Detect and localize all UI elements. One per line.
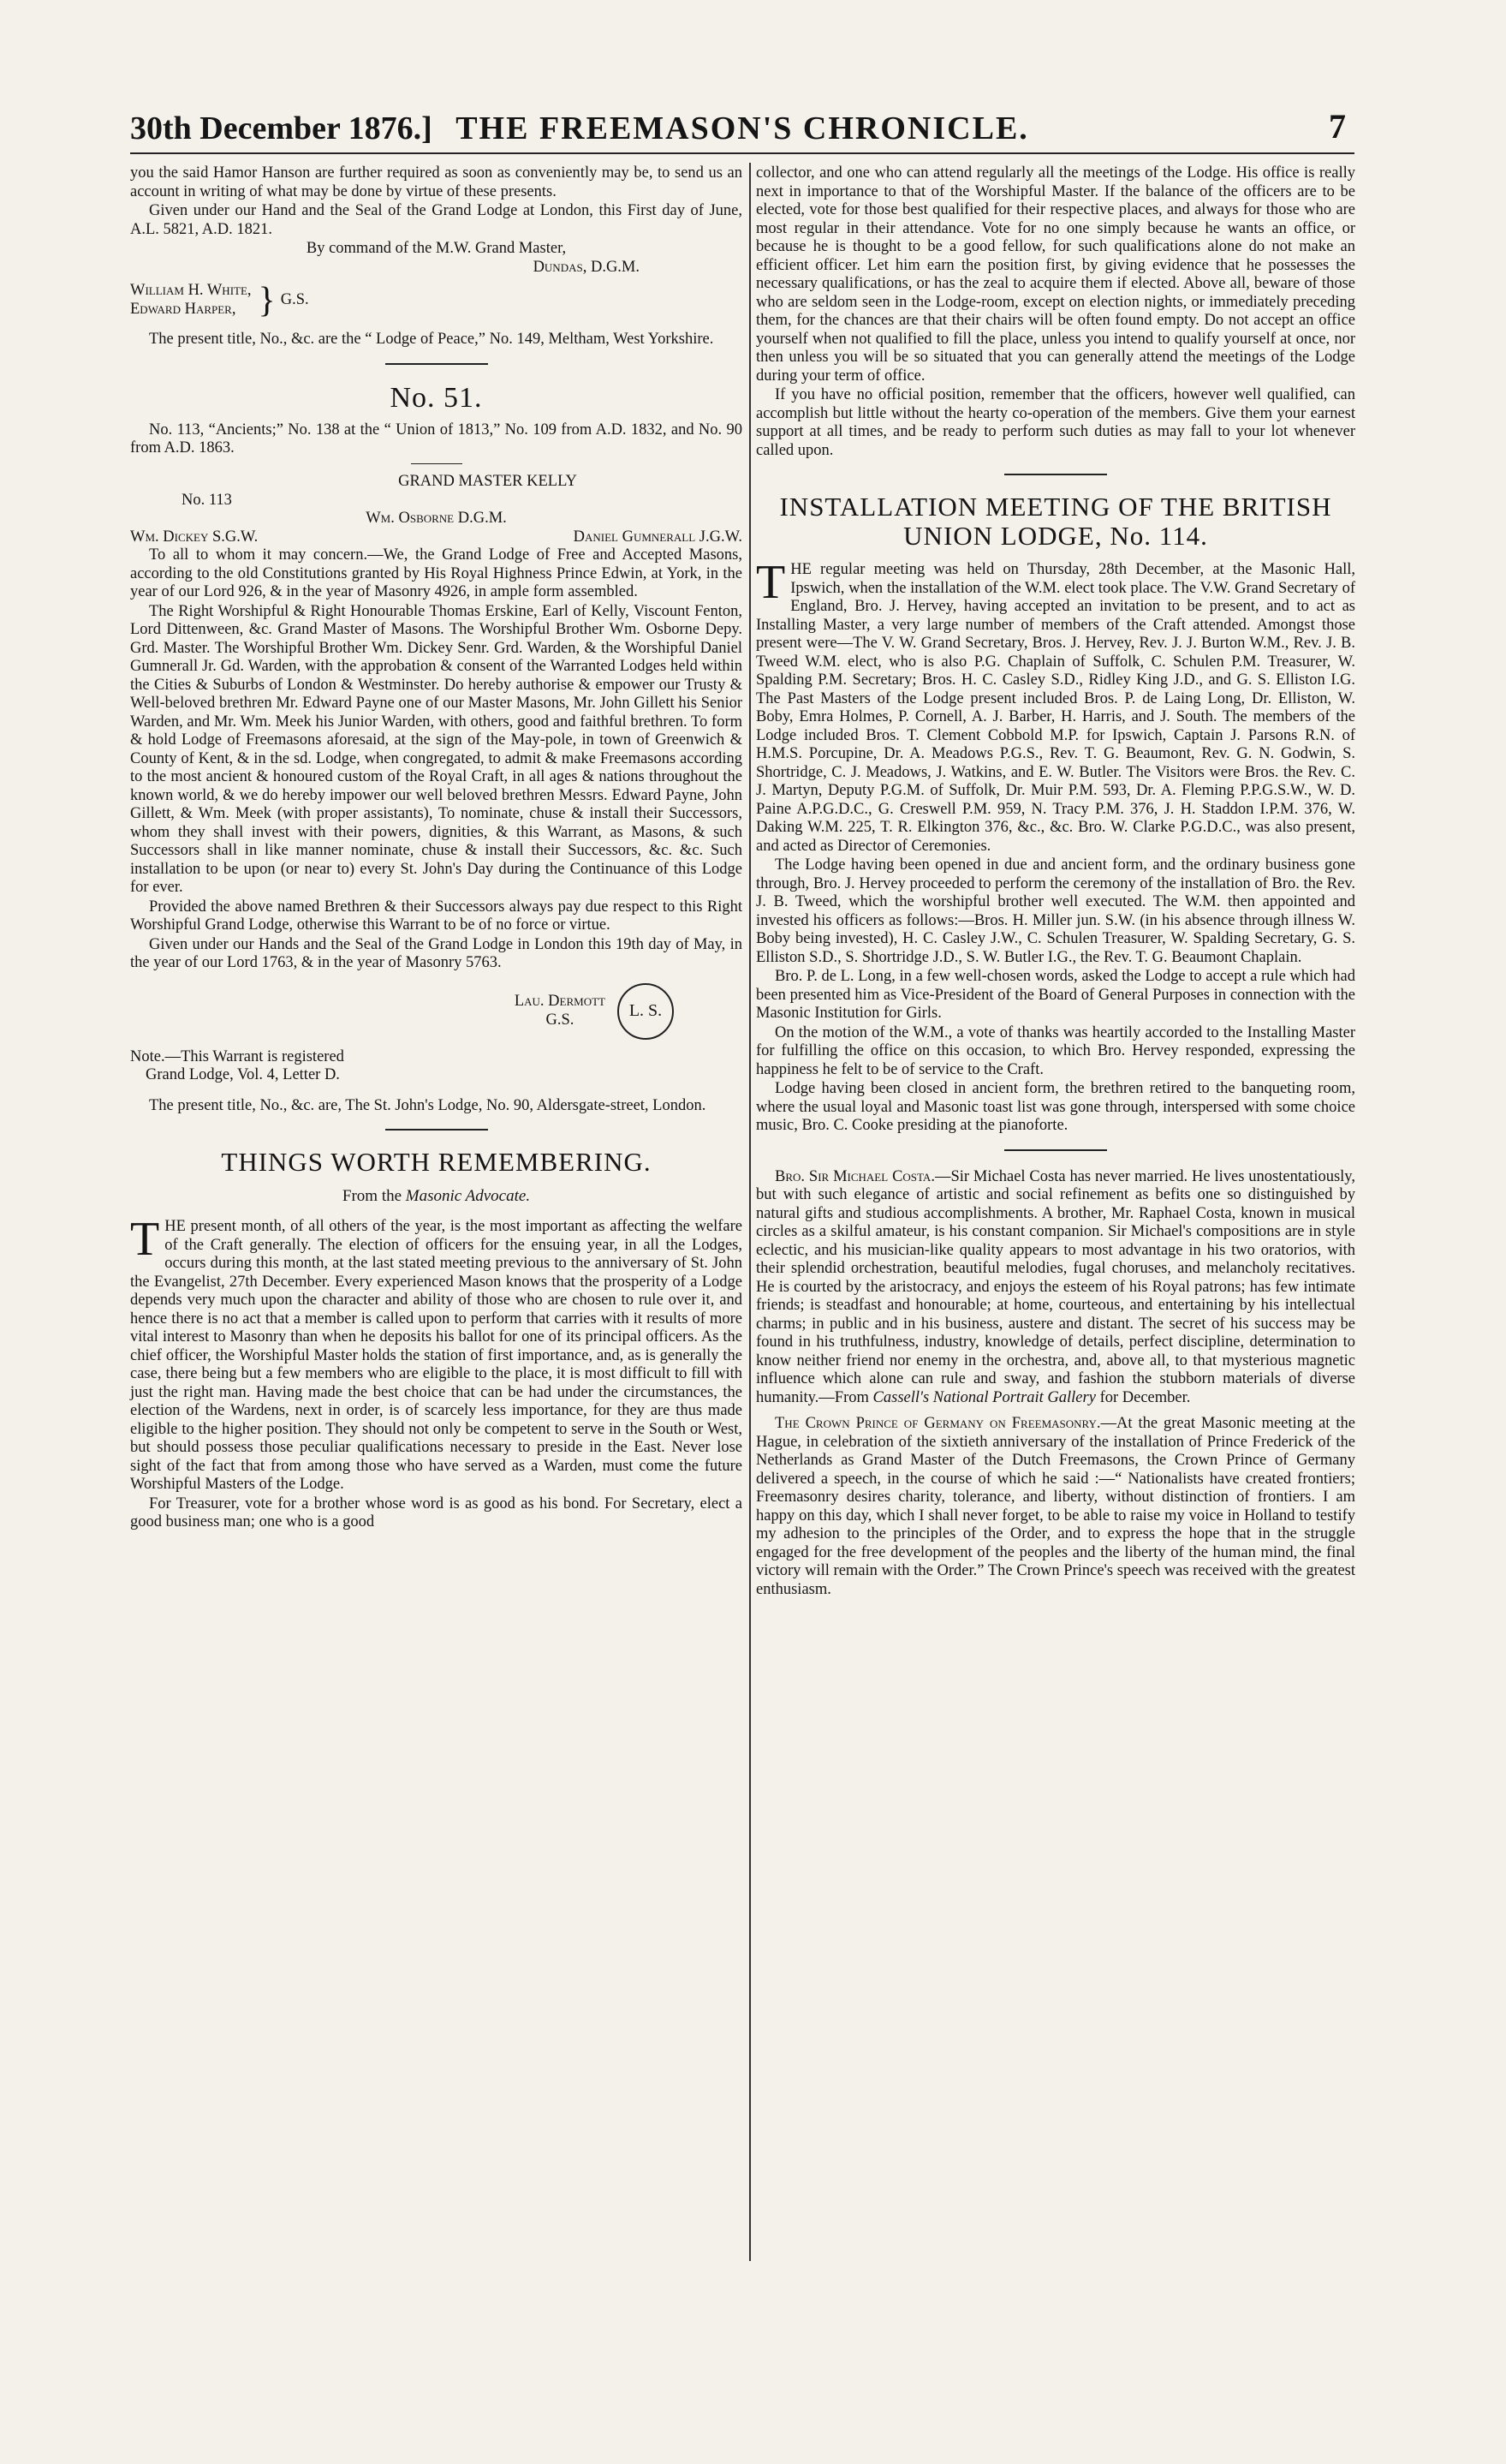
lodge-no113: No. 113: [182, 491, 232, 509]
senior-warden: Wm. Dickey S.G.W.: [130, 528, 259, 546]
warrant-given: Given under our Hands and the Seal of the Grand Lodge in London this 19th day of May, in the year of our Lord 1763, & in the year of Masonry 5763.: [130, 935, 742, 971]
installation-paragraph-3: Bro. P. de L. Long, in a few well-chosen words, asked the Lodge to accept a rule which had been presented him as Vice-President of the Board of General Purposes in connection with the Masonic Institution for Girls.: [756, 968, 1355, 1022]
crown-lead: The Crown Prince of Germany on Freemasonry.: [775, 1415, 1101, 1432]
grand-secretaries-signature: [130, 282, 742, 319]
things-worth-remembering-heading: THINGS WORTH REMEMBERING.: [221, 1147, 652, 1177]
right-column: [756, 164, 1355, 1600]
officers-continuation: collector, and one who can attend regularly all the meetings of the Lodge. His office is really next in importance to that of the Worshipful Master. If the balance of the officers are to be elected, vote for those best qualified for their respective places, and always for those who are most regular in their attendance. Vote for no one simply because he wants an office, or because he is thought to be a good fellow, for such qualifications alone do not make an efficient officer. Let him earn the position first, by giving evidence that he possesses the necessary qualifications, or has the zeal to acquire them if elected. Above all, beware of those who are seldom seen in the Lodge-room, except on election nights, or immediately preceding them, for the chances are that their chairs will be often found empty. Do not accept an office yourself when not qualified to fill the place, unless you intend to qualify yourself at once, nor then unless you will be so situated that you can generally attend the meetings of the Lodge during your term of office.: [756, 164, 1355, 385]
drop-cap: T: [756, 556, 786, 609]
given-under-hand: Given under our Hand and the Seal of the Grand Lodge at London, this First day of June, A.L. 5821, A.D. 1821.: [130, 202, 742, 238]
no51-subtitle: No. 113, “Ancients;” No. 138 at the “ Union of 1813,” No. 109 from A.D. 1832, and No. 90 from A.D. 1863.: [130, 421, 742, 456]
junior-warden: Daniel Gumnerall J.G.W.: [573, 528, 742, 546]
no51-heading: No. 51.: [390, 381, 483, 414]
by-command: By command of the M.W. Grand Master,: [306, 240, 567, 257]
gs-label: G.S.: [280, 290, 309, 308]
to-all-concern: To all to whom it may concern.—We, the Grand Lodge of Free and Accepted Masons, according to the old Constitutions granted by His Royal Highness Prince Edwin, at York, in the year of our Lord 926, & in the year of Masonry 4926, in ample form assembled.: [130, 546, 742, 600]
present-title-90: The present title, No., &c. are, The St. John's Lodge, No. 90, Aldersgate-street, London.: [149, 1096, 706, 1114]
drop-cap: T: [130, 1213, 160, 1266]
grand-master-kelly: GRAND MASTER KELLY: [398, 473, 577, 490]
things-paragraph-2: For Treasurer, vote for a brother whose word is as good as his bond. For Secretary, elect a good business man; one who is a good: [130, 1495, 742, 1530]
registry-volume: Grand Lodge, Vol. 4, Letter D.: [146, 1066, 340, 1083]
page-header: [130, 103, 1354, 154]
installation-paragraph-2: The Lodge having been opened in due and ancient form, and the ordinary business gone through, Bro. J. Hervey proceeded to perform the ceremony of the installation of Bro. the Rev. J. B. Tweed, which the worshipful brother well executed. The W.M. then appointed and invested his officers as follows:—Bros. H. Miller jun. S.W. (in his absence through illness W. Boby being invested), H. C. Casley J.W., C. Schulen Treasurer, W. Spalding Secretary, G. S. Elliston S.D., S. Shortridge J.D., S. W. Butler I.G., the Rev. T. G. Beaumont Chaplain.: [756, 856, 1355, 966]
costa-lead: Bro. Sir Michael Costa.: [775, 1167, 935, 1185]
installation-paragraph-1: THE regular meeting was held on Thursday, 28th December, at the Masonic Hall, Ipswich, when the installation of the W.M. elect took place. The V.W. Grand Secretary of England, Bro. J. Hervey, having accepted an invitation to be present, and to act as Installing Master, a very large number of members of the Craft attended. Amongst those present were—The V. W. Grand Secretary, Bros. J. Hervey, Rev. J. J. Burton W.M., Rev. J. B. Tweed W.M. elect, who is also P.G. Chaplain of Suffolk, C. Schulen P.M. Treasurer, W. Spalding P.M. Secretary; Bros. H. C. Casley S.D., Ridley King J.D., and G. S. Elliston I.G. The Past Masters of the Lodge present included Bros. P. de Laing Long, Dr. Elliston, W. Boby, Emra Holmes, P. Cornell, A. J. Barber, H. Harris, and J. South. The members of the Lodge included Bros. T. Clement Cobbold M.P. for Ipswich, Captain J. Parsons R.N. of H.M.S. Porcupine, Dr. A. Meadows P.G.S., Rev. T. G. Beaumont, Rev. G. N. Godwin, S. Shortridge, C. J. Meadows, J. Watkins, and E. W. Butler. The Visitors were Bros. the Rev. C. J. Martyn, Deputy P.G.M. of Suffolk, Dr. Muir P.M. 593, Dr. A. Fleming P.P.G.S.W., W. D. Paine A.P.G.D.C., G. Creswell P.M. 959, N. Tracy P.M. 376, J. H. Staddon I.P.M. 376, W. Daking W.M. 225, T. R. Elkington 376, &c., &c. Bro. W. Clarke P.G.D.C., was also present, and acted as Director of Ceremonies.: [756, 556, 1355, 855]
things-source: From the Masonic Advocate.: [342, 1187, 531, 1205]
issue-date: 30th December 1876.]: [130, 110, 432, 146]
present-title-149: The present title, No., &c. are the “ Lodge of Peace,” No. 149, Meltham, West Yorkshire.: [149, 331, 714, 348]
crown-prince-paragraph: The Crown Prince of Germany on Freemasonry.—At the great Masonic meeting at the Hague, in celebration of the sixtieth anniversary of the installation of Prince Frederick of the Netherlands as Grand Master of the Dutch Freemasons, the Crown Prince of Germany delivered a speech, in the course of which he said :—“ Nationalists have created frontiers; Freemasonry desires charity, tolerance, and liberty, without distinction of frontiers. I am happy on this day, which I shall never forget, to be able to raise my voice in Holland to testify my adhesion to the principles of the Order, and to express the hope that in the struggle engaged for the free development of the peoples and the liberty of the human mind, the final victory will remain with the Order.” The Crown Prince's speech was received with the greatest enthusiasm.: [756, 1415, 1355, 1598]
costa-paragraph: Bro. Sir Michael Costa.—Sir Michael Costa has never married. He lives unostentatiously, but with such elegance of artistic and social refinement as befits one so distinguished by natural gifts and studious accomplishments. A brother, Mr. Raphael Costa, known in musical circles as a skilful amateur, is his constant companion. Sir Michael's compositions are in style eclectic, and his musician-like quality appears to most advantage in his two oratorios, with their splendid orchestration, beautiful melodies, fugal choruses, and melancholy recitatives. He is courted by the aristocracy, and enjoys the esteem of his Royal patrons; has few intimate friends; is steadfast and honourable; at home, courteous, and entertaining by his intellectual charms; in public and in his business, austere and distant. The secret of his success may be found in his truthfulness, industry, knowledge of details, perfect discipline, determination to know neither friend nor enemy in the orchestra, and, above all, to that mysterious magnetic influence which alone can rule and sway, and fashion the stubborn materials of diverse humanity.—From Cassell's National Portrait Gallery for December.: [756, 1167, 1355, 1406]
registry-note: Note.—This Warrant is registered: [130, 1047, 344, 1065]
section-rule: [385, 363, 488, 365]
left-column: [130, 164, 742, 1533]
signatory-white: William H. White,: [130, 282, 252, 299]
warrant-continuation: you the said Hamor Hanson are further required as soon as conveniently may be, to send us an account in writing of what may be done by virtue of these presents.: [130, 164, 742, 200]
signatory-harper: Edward Harper,: [130, 300, 236, 318]
section-rule: [385, 1129, 488, 1131]
page-number: 7: [1329, 107, 1346, 146]
warrant-proviso: Provided the above named Brethren & their Successors always pay due respect to this Right Worshipful Grand Lodge, otherwise this Warrant to be of no force or virtue.: [130, 898, 742, 934]
deputy-grand-master: Wm. Osborne D.G.M.: [366, 510, 507, 527]
dermott-gs: G.S.: [545, 1011, 574, 1029]
things-paragraph-1: THE present month, of all others of the year, is the most important as affecting the welfare of the Craft generally. The election of officers for the ensuing year, in all the Lodges, occurs during this month, at the last stated meeting previous to the anniversary of St. John the Evangelist, 27th December. Every experienced Mason knows that the prosperity of a Lodge depends very much upon the character and ability of those who are chosen to rule over it, and hence there is no act that a member is called upon to perform that carries with it results of more vital interest to Masonry than when he deposits his ballot for one of its principal officers. As the chief officer, the Worshipful Master holds the station of first importance, and, as is generally the case, there being but a few members who are eligible to the place, it is most difficult to fill with just the right man. Having made the best choice that can be had under the circumstances, the election of the Wardens, next in order, is of scarcely less importance, for they are thus made eligible to the higher position. They should not only be competent to serve in the South or West, but should possess those peculiar qualifications necessary to preside in the East. Never lose sight of the fact that from among those who have served as a Warden, must come the future Worshipful Masters of the Lodge.: [130, 1213, 742, 1493]
source-name: Masonic Advocate.: [405, 1187, 531, 1205]
section-rule: [1004, 1149, 1107, 1151]
column-divider: [749, 163, 751, 2261]
dundas-signature: Dundas, D.G.M.: [533, 258, 640, 276]
costa-source: Cassell's National Portrait Gallery: [872, 1388, 1096, 1406]
installation-paragraph-4: On the motion of the W.M., a vote of thanks was heartily accorded to the Installing Master for fulfilling the office on this occasion, to which Bro. Hervey responded, expressing the happiness he felt to be of service to the Craft.: [756, 1023, 1355, 1078]
dermott-name: Lau. Dermott: [514, 993, 605, 1010]
seal-circle: L. S.: [617, 983, 674, 1040]
wardens-line: [130, 528, 742, 547]
installation-heading: INSTALLATION MEETING OF THE BRITISH UNION LODGE, No. 114.: [779, 492, 1332, 551]
section-rule: [1004, 474, 1107, 475]
official-position: If you have no official position, remember that the officers, however well qualified, can accomplish but little without the hearty co-operation of the members. Give them your earnest support at all times, and be ready to perform such duties as may fall to your lot whenever called upon.: [756, 386, 1355, 459]
installation-paragraph-5: Lodge having been closed in ancient form, the brethren retired to the banqueting room, where the usual loyal and Masonic toast list was gone through, interspersed with some choice music, Bro. C. Cooke presiding at the pianoforte.: [756, 1080, 1355, 1134]
brace-glyph: }: [258, 280, 276, 320]
warrant-body: The Right Worshipful & Right Honourable Thomas Erskine, Earl of Kelly, Viscount Fenton, Lord Dittenween, &c. Grand Master of Masons. The Worshipful Brother Wm. Osborne Depy. Grd. Master. The Worshipful Brother Wm. Dickey Senr. Grd. Warden, & the Worshipful Daniel Gumnerall Jr. Gd. Warden, with the approbation & consent of the Warranted Lodges held within the Cities & Suburbs of London & Westminster. Do hereby authorise & empower our Trusty & Well-beloved brethren Mr. Edward Payne one of our Master Masons, Mr. John Gillett his Senior Warden, and Mr. Wm. Meek his Junior Warden, with others, good and faithful brethren. To form & hold Lodge of Freemasons aforesaid, at the sign of the May-pole, in town of Greenwich & County of Kent, & in the sd. Lodge, when congregated, to admit & make Freemasons according to the most ancient & honoured custom of the Royal Craft, in all ages & nations throughout the known world, & we do hereby impower our well beloved brethren Messrs. Edward Payne, John Gillett, & Wm. Meek (with proper assistants), To nominate, chuse & install their Successors, whom they shall invest with their powers, dignities, & this Warrant, as Masons, & such Successors shall in like manner nominate, chuse & install their Successors, &c. &c. Such installation to be upon (or near to) every St. John's Day during the Continuance of this Lodge for ever.: [130, 602, 742, 896]
dermott-signature-block: [130, 983, 674, 1040]
masthead-title: THE FREEMASON'S CHRONICLE.: [455, 110, 1029, 146]
short-rule: [411, 463, 462, 465]
